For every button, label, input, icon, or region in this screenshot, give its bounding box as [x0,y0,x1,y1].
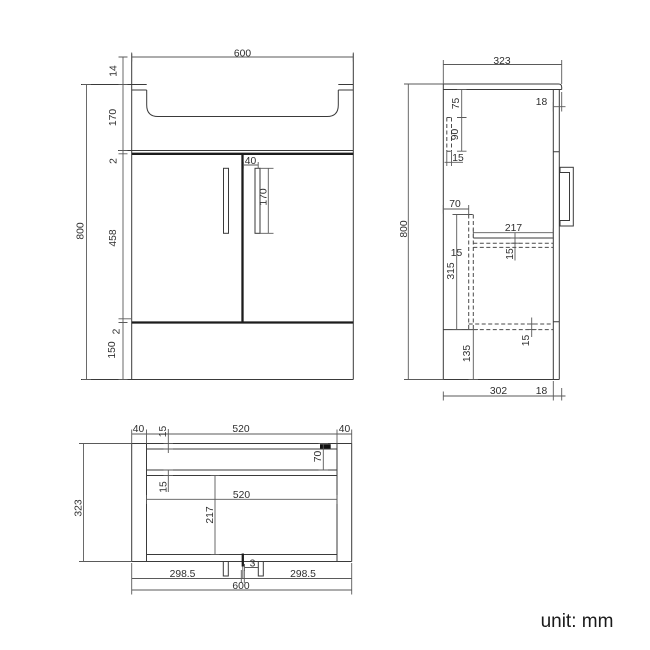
dim-label-315: 315 [446,262,458,280]
dim-label-600: 600 [232,581,250,593]
dim-label-15: 15 [521,334,533,347]
side-dimension-lines [404,60,566,401]
front-door-lines [132,154,354,323]
dim-label-800: 800 [75,222,87,240]
dim-label-302: 302 [489,386,508,398]
side-structure-lines [443,84,561,380]
dim-label-15: 15 [450,248,463,260]
dim-label-600: 600 [233,48,252,60]
dim-label-2: 2 [111,328,123,335]
dim-label-323: 323 [73,499,85,517]
right-foot [258,562,263,577]
dim-label-298.5: 298.5 [290,569,316,581]
door-handle-side-inner [560,173,570,221]
dim-label-298.5: 298.5 [169,569,196,581]
dim-label-70: 70 [449,199,461,211]
dim-label-14: 14 [108,65,120,77]
dim-label-40: 40 [244,156,257,168]
side-hidden-lines [447,118,554,330]
dim-label-2: 2 [108,158,120,164]
dim-label-90: 90 [450,128,462,141]
dim-label-18: 18 [535,97,548,109]
dim-label-15: 15 [505,248,517,260]
dim-label-217: 217 [205,506,217,524]
dim-label-150: 150 [107,341,119,359]
dim-label-15: 15 [452,153,464,165]
dim-label-135: 135 [462,344,474,363]
dim-label-458: 458 [108,229,120,247]
side-view [399,56,573,400]
left-door-handle [224,168,229,233]
dim-label-15: 15 [158,425,170,438]
dim-label-800: 800 [399,220,411,238]
dim-label-520: 520 [232,490,251,502]
dim-label-520: 520 [232,424,250,436]
dim-label-217: 217 [504,223,523,235]
dim-label-323: 323 [493,56,511,68]
dim-label-3: 3 [249,558,256,570]
left-foot [223,562,228,577]
dim-label-18: 18 [535,386,548,398]
dim-label-40: 40 [338,424,351,436]
dim-label-170: 170 [108,108,120,127]
unit-note: unit: mm [540,611,614,632]
front-view [76,49,354,380]
plan-view [74,424,352,594]
dim-label-40: 40 [132,424,145,436]
dim-label-15: 15 [158,481,170,493]
dim-label-75: 75 [451,97,463,110]
tap-hole-mark [320,444,331,448]
front-dimension-labels [76,49,270,359]
dim-label-170: 170 [258,188,270,206]
dim-label-70: 70 [313,450,325,463]
